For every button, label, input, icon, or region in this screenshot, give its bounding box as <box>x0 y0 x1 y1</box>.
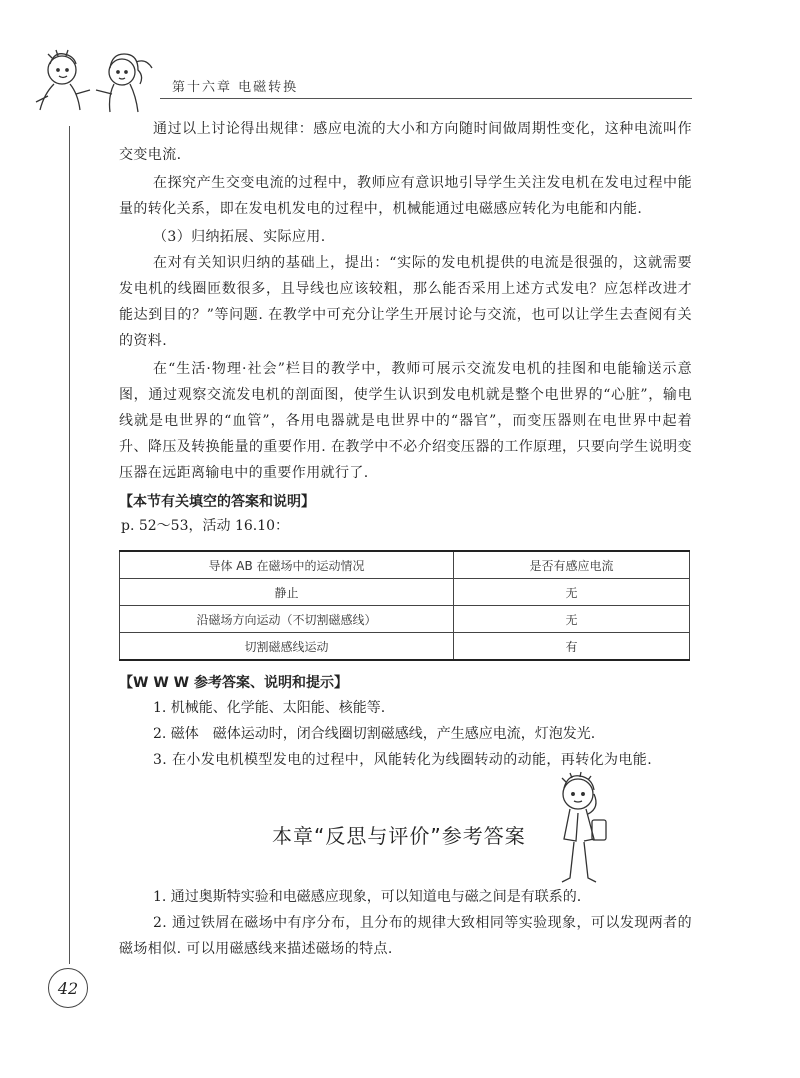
paragraph-3: （3）归纳拓展、实际应用. <box>153 229 326 245</box>
section-heading-www: 【W W W 参考答案、说明和提示】 <box>119 675 348 691</box>
section-heading-fill-answers: 【本节有关填空的答案和说明】 <box>119 494 315 510</box>
column-header-motion: 导体 AB 在磁场中的运动情况 <box>120 551 454 579</box>
table-cell: 切割磁感线运动 <box>120 633 454 661</box>
list-item: 2. 磁体 磁体运动时，闭合线圈切割磁感线，产生感应电流，灯泡发光. <box>153 726 596 742</box>
page-number: 42 <box>48 968 88 1008</box>
table-cell: 无 <box>454 579 690 606</box>
page-body <box>119 116 692 773</box>
column-header-current: 是否有感应电流 <box>454 551 690 579</box>
table-cell: 沿磁场方向运动（不切割磁感线） <box>120 606 454 633</box>
margin-rule <box>69 126 70 964</box>
chapter-title: 第十六章 电磁转换 <box>172 80 299 95</box>
table-row <box>120 633 690 661</box>
chapter-answers-heading: 本章“反思与评价”参考答案 <box>272 824 526 848</box>
paragraph-4: 在对有关知识归纳的基础上，提出：“实际的发电机提供的电流是很强的，这就需要发电机的线圈匝数很多，且导线也应该较粗，那么能否采用上述方式发电？应怎样改进才能达到目的？”等问题. 在教学中可充分让学生开展讨论与交流，也可以让学生去查阅有关的资料. <box>119 255 692 349</box>
children-illustration-icon <box>30 44 160 124</box>
table-row <box>120 606 690 633</box>
activity-reference: p. 52～53，活动 16.10： <box>121 518 290 534</box>
www-answers <box>119 671 692 773</box>
answers-table <box>119 550 690 661</box>
header-divider <box>160 98 692 99</box>
table-row <box>120 579 690 606</box>
table-cell: 无 <box>454 606 690 633</box>
list-item: 2. 通过铁屑在磁场中有序分布，且分布的规律大致相同等实验现象，可以发现两者的磁场相似. 可以用磁感线来描述磁场的特点. <box>119 915 692 957</box>
list-item: 1. 机械能、化学能、太阳能、核能等. <box>153 700 386 716</box>
list-item: 1. 通过奥斯特实验和电磁感应现象，可以知道电与磁之间是有联系的. <box>153 889 582 905</box>
paragraph-1: 通过以上讨论得出规律：感应电流的大小和方向随时间做周期性变化，这种电流叫作交变电流. <box>119 121 692 163</box>
table-header-row <box>120 551 690 579</box>
paragraph-5: 在“生活·物理·社会”栏目的教学中，教师可展示交流发电机的挂图和电能输送示意图，通过观察交流发电机的剖面图，使学生认识到发电机就是整个电世界的“心脏”，输电线就是电世界的“血管”，各用电器就是电世界中的“器官”，而变压器则在电世界中起着升、降压及转换能量的重要作用. 在教学中不必介绍变压器的工作原理，只要向学生说明变压器在远距离输电中的重要作用就行了. <box>119 361 692 481</box>
table-cell: 有 <box>454 633 690 661</box>
chapter-answers-list <box>119 884 692 962</box>
thinking-student-icon <box>548 770 618 890</box>
paragraph-2: 在探究产生交变电流的过程中，教师应有意识地引导学生关注发电机在发电过程中能量的转化关系，即在发电机发电的过程中，机械能通过电磁感应转化为电能和内能. <box>119 175 692 217</box>
table-cell: 静止 <box>120 579 454 606</box>
list-item: 3. 在小发电机模型发电的过程中，风能转化为线圈转动的动能，再转化为电能. <box>153 752 653 768</box>
